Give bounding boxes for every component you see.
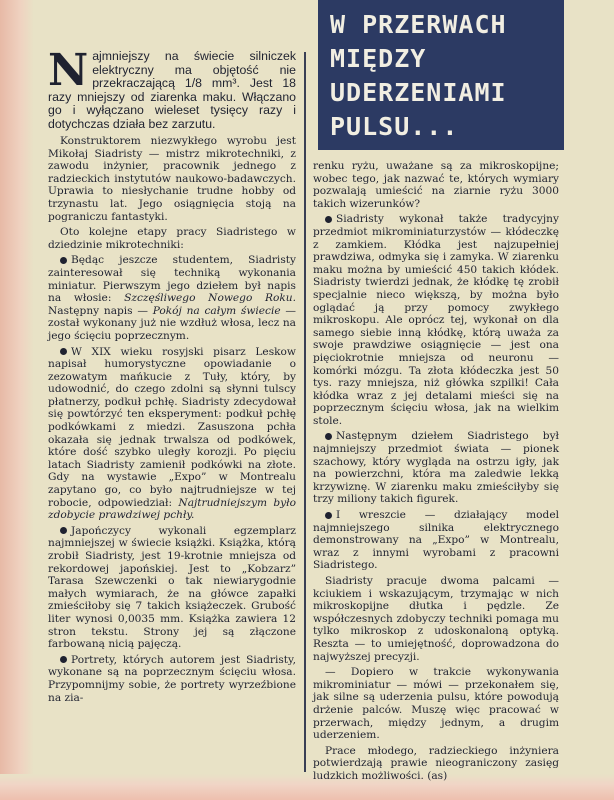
bullet-paragraph <box>48 525 296 651</box>
bullet-icon <box>325 216 332 223</box>
lead-paragraph <box>48 45 296 131</box>
left-column <box>48 45 296 707</box>
paragraph: Konstruktorem niezwykłego wyrobu jest Mikołaj Siadristy — mistrz mikrotechniki, z zawodu inżynier, pracownik jednego z radzieckich instytutów naukowo-badawczych. Uprawia to niesłychanie trudne hobby od trzynastu lat. Jego osiągnięcia stoją na pograniczu fantastyki. <box>48 135 296 223</box>
text: Następnym dziełem Siadristego był najmniejszy przedmiot świata — pionek szachowy, który wygląda na ostrzu igły, jak na powierzchni, która ma zaledwie lekką krzywiznę. W ziarenku maku zmieściłyby się trzy miliony takich figurek. <box>313 430 559 506</box>
bullet-paragraph <box>48 254 296 342</box>
quote: Pokój na całym świecie <box>152 304 281 317</box>
text: I wreszcie — działający model najmniejszego silnika elektrycznego demonstrowany na „Expo” w Montrealu, wraz z innymi wyrobami z pracowni Siadristego. <box>313 509 559 572</box>
bullet-paragraph <box>313 213 559 427</box>
article-title <box>318 0 564 150</box>
bullet-icon <box>325 512 332 519</box>
text: Następny napis — <box>48 304 153 317</box>
lead-text: ajmniejszy na świecie silniczek elektryczny ma objętość nie przekraczającą 1/8 mm³. Jest 18 razy mniejszy od ziarenka maku. Włączano go i wyłączano wieleset tysięcy razy i dotychczas działa bez zarzutu. <box>48 49 296 131</box>
text: Japończycy wykonali egzemplarz najmniejszej w świecie książki. Książka, którą zrobił Siadristy, jest 19-krotnie mniejsza od rekordowej japońskiej. Jest to „Kobzarz” Tarasa Szewczenki o tak niewiarygodnie małych wymiarach, że na główce zapałki zmieściłoby się 7 takich książeczek. Grubość liter wynosi 0,0035 mm. Książka zawiera 12 stron tekstu. Strony jej są złączone farbowaną nicią pajęczą. <box>48 524 296 651</box>
column-divider <box>304 52 306 772</box>
text: Portrety, których autorem jest Siadristy, wykonane są na poprzecznym ścięciu włosa. Przypomnijmy sobie, że portrety wyrzeźbione na zia- <box>48 653 296 704</box>
bullet-paragraph <box>313 509 559 572</box>
text: W XIX wieku rosyjski pisarz Leskow napisał humorystyczne opowiadanie o zezowatym mańkucie z Tuły, który, by udowodnić, do czego zdolni są słynni tulscy płatnerzy, podkuł pchłę. Siadristy zdecydował się powtórzyć ten eksperyment: podkuł pchłę podkówkami z miedzi. Zasuszona pchła okazała się jednak trwalsza od podkówek, które dość szybko uległy korozji. Po pięciu latach Siadristy zamienił podkówki na złote. Gdy na wystawie „Expo” w Montrealu zapytano go, co było najtrudniejsze w tej robocie, odpowiedział: <box>48 345 296 509</box>
right-column <box>313 160 559 786</box>
page-left-edge <box>0 0 34 800</box>
title-line-1: W PRZERWACH <box>330 10 507 39</box>
title-line-2: MIĘDZY <box>330 44 427 73</box>
paragraph: renku ryżu, uważane są za mikroskopijne; wobec tego, jak nazwać te, których wymiary pozwalają umieścić na ziarnie ryżu 3000 takich wizerunków? <box>313 160 559 210</box>
bullet-paragraph <box>313 430 559 506</box>
title-line-4: PULSU... <box>330 112 459 141</box>
bullet-icon <box>60 257 67 264</box>
bullet-icon <box>60 656 67 663</box>
paragraph: Prace młodego, radzieckiego inżyniera potwierdzają prawie nieograniczony zasięg ludzkich możliwości. (as) <box>313 744 559 782</box>
quote: Szczęśliwego Nowego Roku. <box>124 292 296 305</box>
paragraph: Siadristy pracuje dwoma palcami — kciukiem i wskazującym, trzymając w nich mikroskopijne dłutka i pędzle. Ze współczesnych zdobyczy techniki pomaga mu tylko mikroskop z udoskonaloną optyką. Reszta — to umiejętność, doprowadzona do najwyższej precyzji. <box>313 575 559 663</box>
paragraph: — Dopiero w trakcie wykonywania mikrominiatur — mówi — przekonałem się, jak silne są uderzenia pulsu, które powodują drżenie palców. Muszę więc pracować w przerwach, między jednym, a drugim uderzeniem. <box>313 666 559 742</box>
text: Będąc jeszcze studentem, Siadristy zainteresował się techniką wykonania miniatur. Pierwszym jego dziełem był napis na włosie: <box>48 254 296 305</box>
title-line-3: UDERZENIAMI <box>330 78 507 107</box>
bullet-icon <box>60 527 67 534</box>
bullet-icon <box>325 433 332 440</box>
text: — został wykonany już nie wzdłuż włosa, lecz na jego ścięciu poprzecznym. <box>48 304 296 342</box>
bullet-icon <box>60 348 67 355</box>
text: Siadristy wykonał także tradycyjny przedmiot mikrominiaturzystów — kłódeczkę z zamkiem. Kłódka jest najzupełniej prawdziwa, odmyka się i zamyka. W ziarenku maku można by umieścić 450 takich kłódek. Siadristy twierdzi jednak, że kłódkę tę zrobił specjalnie nieco większą, by można było oglądać ją przy pomocy zwykłego mikroskopu. Ale oprócz tej, wykonał on dla samego siebie inną kłódkę, którą uważa za swoje prawdziwe osiągnięcie — jest ona pięciokrotnie mniejsza od neuronu — komórki mózgu. Ta złota kłódeczka jest 50 tys. razy mniejsza, niż główka szpilki! Cała kłódka wraz z jej detalami mieści się na poprzecznym ścięciu włosa, jak na wielkim stole. <box>313 213 559 427</box>
drop-cap: N <box>48 45 89 96</box>
paragraph: Oto kolejne etapy pracy Siadristego w dziedzinie mikrotechniki: <box>48 226 296 251</box>
bullet-paragraph <box>48 346 296 522</box>
bullet-paragraph <box>48 654 296 704</box>
quote: Najtrudniejszym było zdobycie prawdziwej pchły. <box>48 496 296 522</box>
